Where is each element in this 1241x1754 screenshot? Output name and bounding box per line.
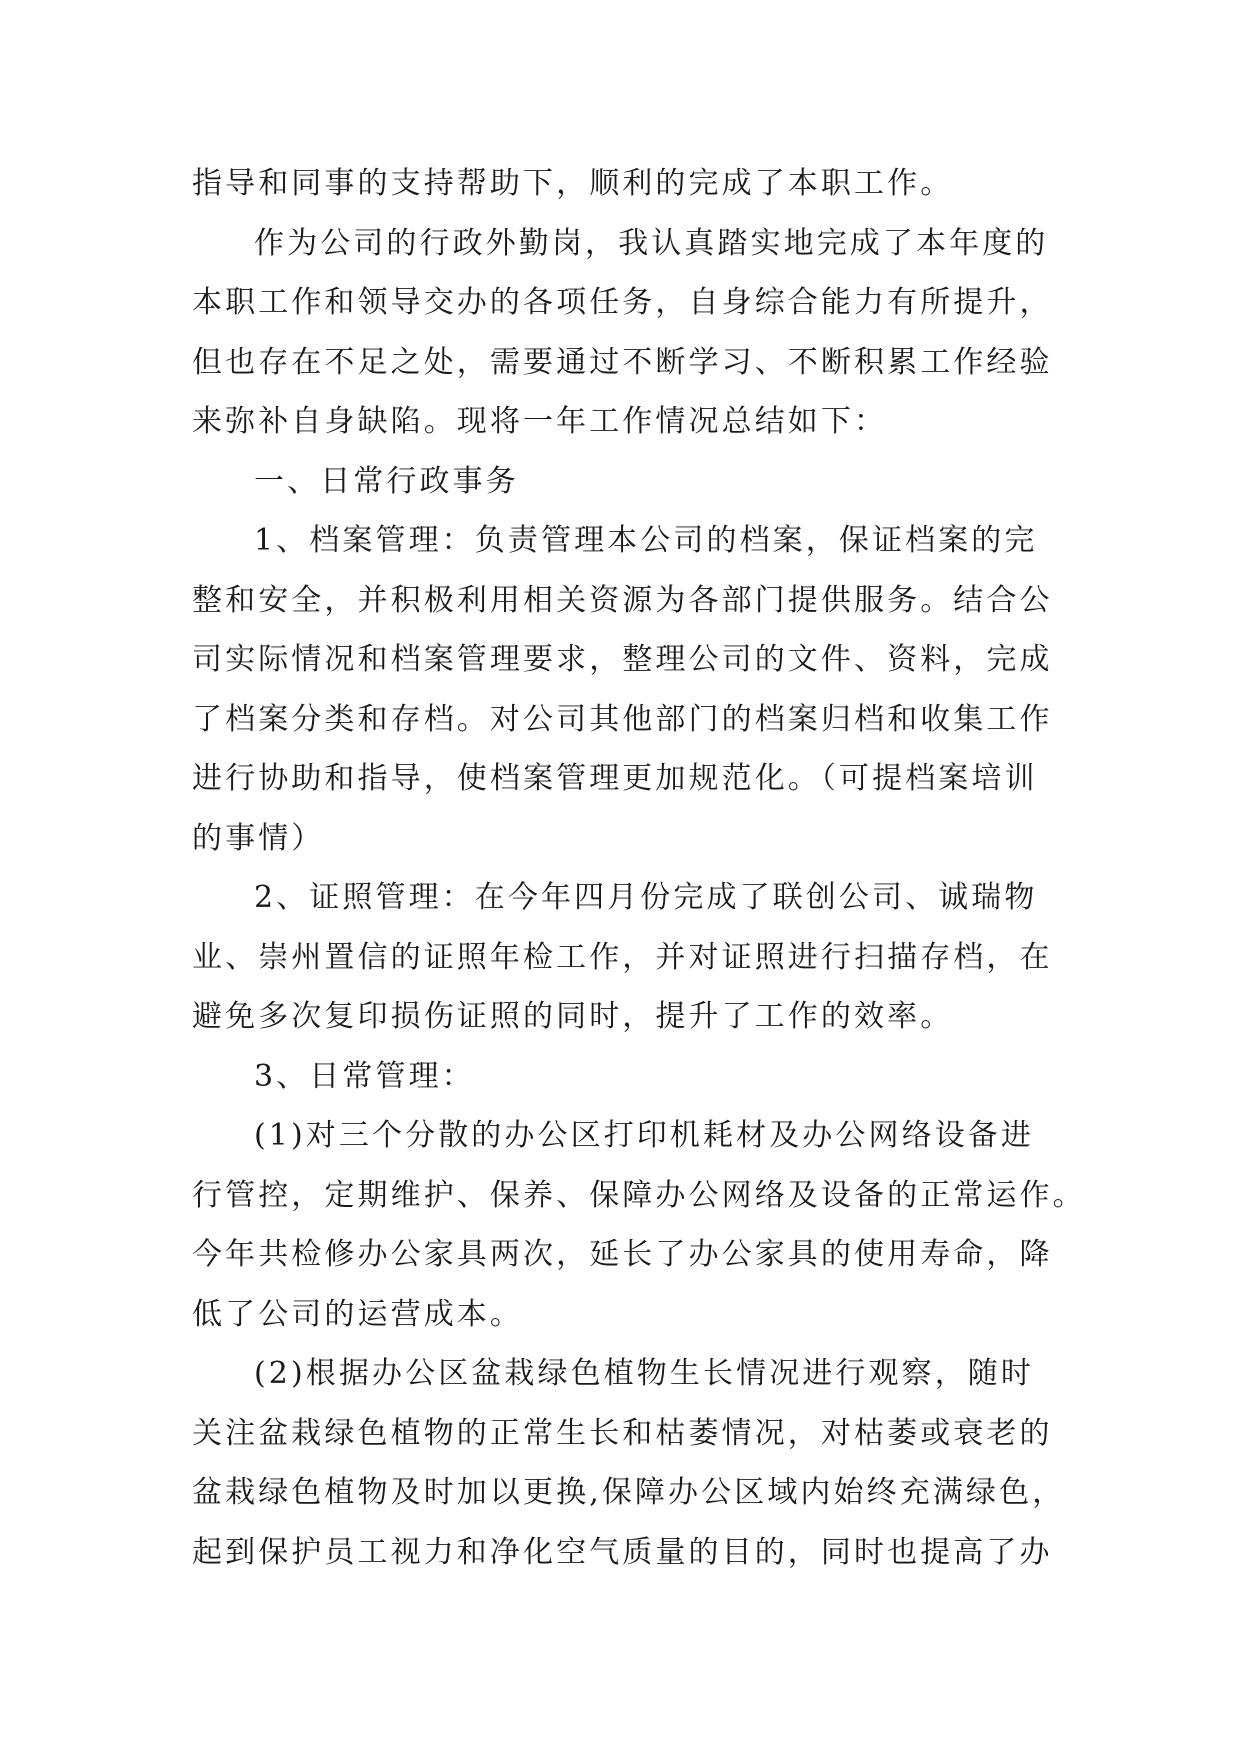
text-line: 整和安全，并积极利用相关资源为各部门提供服务。结合公	[192, 582, 1053, 618]
text-line: 避免多次复印损伤证照的同时，提升了工作的效率。	[192, 999, 954, 1034]
section-heading: 一、日常行政事务	[254, 463, 519, 499]
text-line: 的事情）	[192, 820, 325, 856]
text-line: 行管控，定期维护、保养、保障办公网络及设备的正常运作。	[192, 1177, 1086, 1213]
text-line: 但也存在不足之处，需要通过不断学习、不断积累工作经验	[192, 344, 1053, 380]
text-line: 司实际情况和档案管理要求，整理公司的文件、资料，完成	[192, 642, 1053, 677]
text-line: 进行协助和指导，使档案管理更加规范化。（可提档案培训	[192, 761, 1038, 796]
text-line: 1、档案管理：负责管理本公司的档案，保证档案的完	[254, 523, 1038, 558]
text-line: 今年共检修办公家具两次，延长了办公家具的使用寿命，降	[192, 1237, 1053, 1272]
document-body	[192, 154, 1086, 1582]
text-line: (1)对三个分散的办公区打印机耗材及办公网络设备进	[254, 1118, 1034, 1153]
text-line: 2、证照管理：在今年四月份完成了联创公司、诚瑞物	[254, 880, 1038, 915]
text-line: 低了公司的运营成本。	[192, 1296, 523, 1332]
text-line: 作为公司的行政外勤岗，我认真踏实地完成了本年度的	[254, 225, 1049, 261]
text-line: 盆栽绿色植物及时加以更换,保障办公区域内始终充满绿色，	[192, 1475, 1066, 1510]
text-line: (2)根据办公区盆栽绿色植物生长情况进行观察，随时	[254, 1356, 1034, 1391]
text-line: 3、日常管理：	[254, 1058, 475, 1094]
text-line: 指导和同事的支持帮助下，顺利的完成了本职工作。	[192, 166, 954, 201]
text-line: 业、崇州置信的证照年检工作，并对证照进行扫描存档，在	[192, 939, 1053, 975]
text-line: 了档案分类和存档。对公司其他部门的档案归档和收集工作	[192, 701, 1053, 737]
text-line: 本职工作和领导交办的各项任务，自身综合能力有所提升，	[192, 285, 1053, 320]
text-line: 关注盆栽绿色植物的正常生长和枯萎情况，对枯萎或衰老的	[192, 1415, 1053, 1451]
text-line: 起到保护员工视力和净化空气质量的目的，同时也提高了办	[192, 1534, 1053, 1570]
text-line: 来弥补自身缺陷。现将一年工作情况总结如下：	[192, 404, 888, 439]
